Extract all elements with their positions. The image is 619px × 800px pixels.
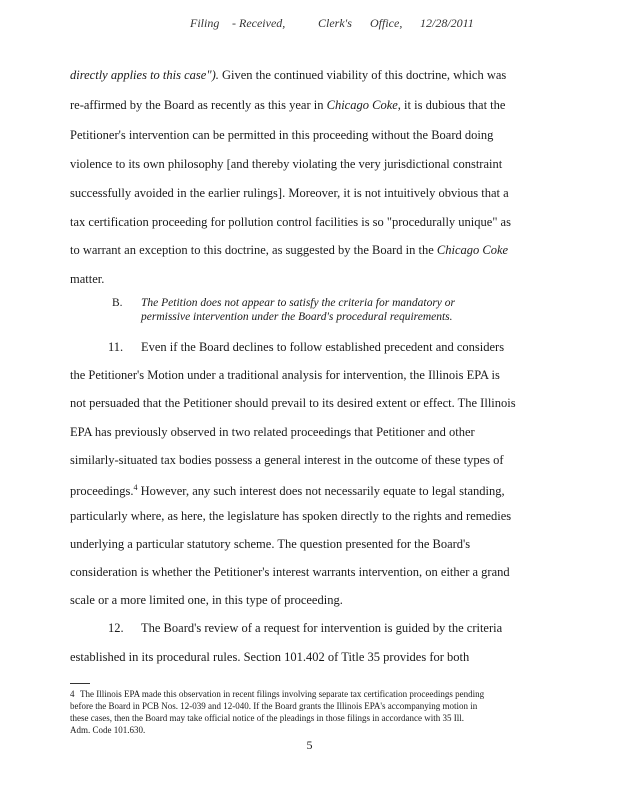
text-line: matter. bbox=[70, 272, 105, 286]
text-line: similarly-situated tax bodies possess a general interest in the outcome of these types of bbox=[70, 453, 504, 467]
text-line: violence to its own philosophy [and thereby violating the very jurisdictional constraint bbox=[70, 157, 503, 171]
text-line: the Petitioner's Motion under a traditional analysis for intervention, the Illinois EPA is bbox=[70, 368, 500, 382]
footnote-divider bbox=[70, 683, 90, 684]
text-line bbox=[70, 243, 508, 257]
section-letter: B. bbox=[112, 297, 123, 309]
text-span: re-affirmed by the Board as recently as this year in bbox=[70, 98, 327, 112]
paragraph-number: 12. bbox=[108, 621, 124, 635]
text-span: However, any such interest does not necessarily equate to legal standing, bbox=[137, 484, 505, 499]
footnote-line: The Illinois EPA made this observation in recent filings involving separate tax certification proceedings pending bbox=[80, 689, 485, 699]
footnote-ref: 4 bbox=[133, 483, 138, 492]
text-line: underlying a particular statutory scheme. The question presented for the Board's bbox=[70, 537, 471, 551]
case-name: Chicago Coke bbox=[326, 98, 398, 112]
header-date: 12/28/2011 bbox=[420, 16, 474, 30]
footnote-number: 4 bbox=[70, 689, 75, 699]
text-line: Petitioner's intervention can be permitted in this proceeding without the Board doing bbox=[70, 128, 494, 142]
section-title-line: permissive intervention under the Board's procedural requirements. bbox=[141, 311, 453, 323]
header-received: - Received, bbox=[232, 16, 286, 30]
footnote-line: these cases, then the Board may take official notice of the pleadings in those filings in accordance with 35 Ill. bbox=[70, 713, 464, 723]
paragraph-number: 11. bbox=[108, 340, 124, 354]
footnote-line: Adm. Code 101.630. bbox=[70, 725, 146, 735]
footnote-line: before the Board in PCB Nos. 12-039 and 12-040. If the Board grants the Illinois EPA's accompanying motion in bbox=[70, 701, 478, 711]
text-span: proceedings. bbox=[70, 484, 134, 499]
case-name: Chicago Coke bbox=[436, 243, 509, 257]
text-line bbox=[70, 98, 505, 112]
header-office: Office, bbox=[370, 16, 403, 30]
text-line: consideration is whether the Petitioner's interest warrants intervention, on either a grand bbox=[70, 565, 510, 579]
text-line: Even if the Board declines to follow established precedent and considers bbox=[141, 340, 505, 354]
text-line: particularly where, as here, the legislature has spoken directly to the rights and remedies bbox=[70, 509, 512, 523]
text-line: not persuaded that the Petitioner should prevail to its desired extent or effect. The Illinois bbox=[70, 396, 516, 410]
text-line: successfully avoided in the earlier rulings]. Moreover, it is not intuitively obvious that a bbox=[70, 186, 509, 200]
text-line: established in its procedural rules. Section 101.402 of Title 35 provides for both bbox=[70, 650, 470, 664]
section-title-line: The Petition does not appear to satisfy the criteria for mandatory or bbox=[141, 297, 455, 309]
header-clerks: Clerk's bbox=[318, 16, 352, 30]
page-number: 5 bbox=[306, 738, 313, 752]
text-line: The Board's review of a request for intervention is guided by the criteria bbox=[141, 621, 503, 635]
text-span: , it is dubious that the bbox=[397, 98, 506, 112]
header-filing: Filing bbox=[190, 16, 220, 30]
text-line: tax certification proceeding for pollution control facilities is so "procedurally unique" as bbox=[70, 215, 511, 229]
text-line: scale or a more limited one, in this type of proceeding. bbox=[70, 593, 343, 607]
text-line: EPA has previously observed in two related proceedings that Petitioner and other bbox=[70, 425, 475, 439]
text-span: to warrant an exception to this doctrine, as suggested by the Board in the bbox=[70, 243, 437, 257]
page-header bbox=[190, 16, 490, 31]
italic-quote: directly applies to this case"). bbox=[70, 68, 219, 82]
text-line bbox=[70, 68, 506, 82]
text-span: Given the continued viability of this doctrine, which was bbox=[218, 68, 507, 82]
text-line bbox=[70, 481, 505, 498]
